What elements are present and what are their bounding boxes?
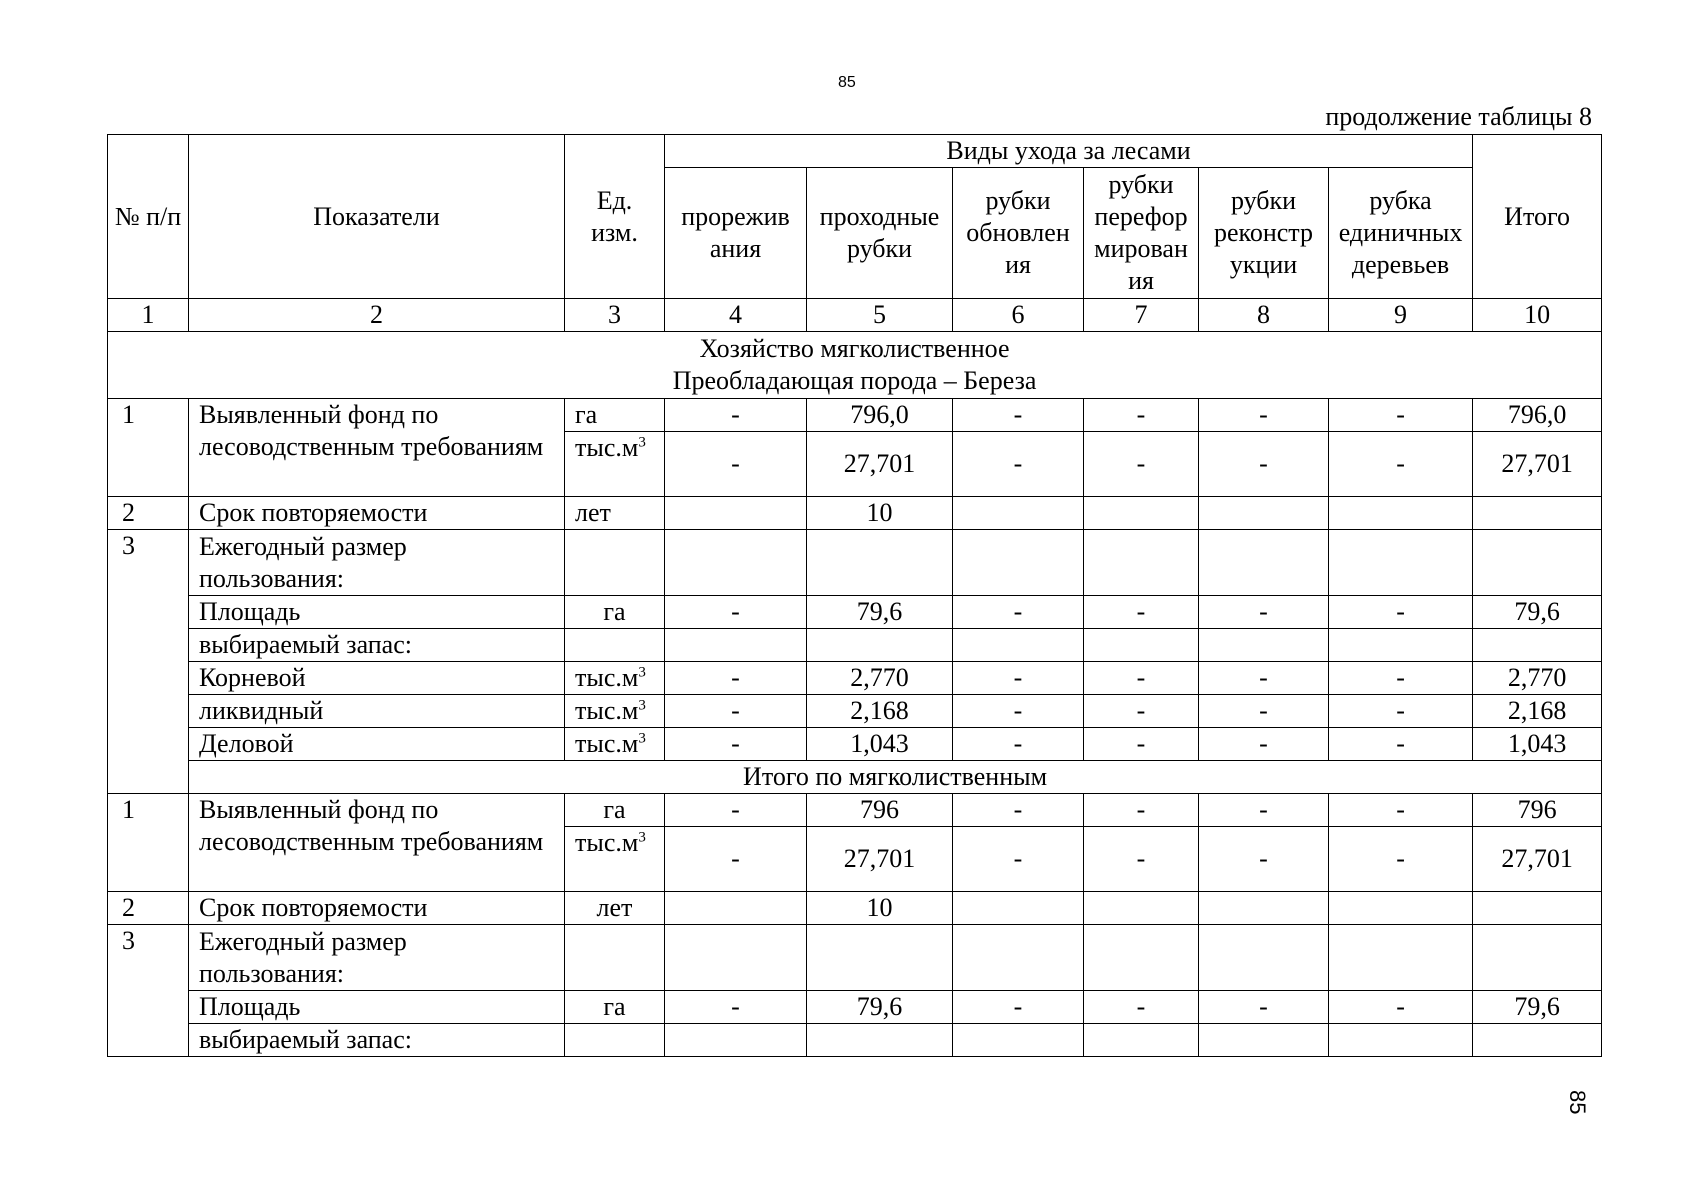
- cell-value: -: [1329, 728, 1473, 761]
- cell-value: -: [1329, 399, 1473, 432]
- cell-value: -: [953, 662, 1084, 695]
- cell-value: [1084, 892, 1199, 925]
- row-unit: лет: [565, 497, 665, 530]
- cell-value: 1,043: [807, 728, 953, 761]
- row-label: Ежегодный размер пользования:: [189, 530, 565, 596]
- cell-value: 79,6: [807, 596, 953, 629]
- cell-value: -: [1329, 432, 1473, 497]
- cell-value: -: [665, 662, 807, 695]
- row-number: 2: [108, 497, 189, 530]
- cell-value: 2,770: [1473, 662, 1602, 695]
- row-label: Площадь: [189, 991, 565, 1024]
- cell-value: -: [1199, 662, 1329, 695]
- cell-value: -: [665, 432, 807, 497]
- row-label: Выявленный фонд по лесоводственным требованиям: [189, 399, 565, 497]
- column-number: 1: [108, 299, 189, 332]
- row-number: 1: [108, 399, 189, 497]
- table-row: [108, 497, 1602, 530]
- cell-value: -: [1199, 794, 1329, 827]
- cell-value: -: [1199, 728, 1329, 761]
- cell-value: [1199, 497, 1329, 530]
- column-number: 9: [1329, 299, 1473, 332]
- section-title: [108, 332, 1602, 399]
- cell-value: 27,701: [807, 432, 953, 497]
- cell-value: [1084, 497, 1199, 530]
- column-number: 7: [1084, 299, 1199, 332]
- page-number-top: 85: [838, 74, 856, 91]
- row-unit: лет: [565, 892, 665, 925]
- cell-value: [1473, 892, 1602, 925]
- cell-value: -: [953, 432, 1084, 497]
- cell-value: [1199, 892, 1329, 925]
- cell-value: -: [953, 728, 1084, 761]
- row-unit: $тыс.м^3$: [565, 695, 665, 728]
- cell-value: -: [1329, 695, 1473, 728]
- cell-value: 27,701: [1473, 827, 1602, 892]
- cell-value: -: [1084, 662, 1199, 695]
- row-label: выбираемый запас:: [189, 1024, 565, 1057]
- row-number: 1: [108, 794, 189, 892]
- column-number: 5: [807, 299, 953, 332]
- column-number: 8: [1199, 299, 1329, 332]
- column-number: 2: [189, 299, 565, 332]
- row-unit: га: [565, 399, 665, 432]
- cell-value: -: [1084, 399, 1199, 432]
- section-title-line: Хозяйство мягколиственное: [699, 334, 1010, 363]
- table-row: [108, 991, 1602, 1024]
- column-number: 3: [565, 299, 665, 332]
- column-number-row: [108, 299, 1602, 332]
- table-row: [108, 892, 1602, 925]
- cell-value: [953, 497, 1084, 530]
- page-number-side: 85: [1565, 1090, 1590, 1115]
- column-number: 4: [665, 299, 807, 332]
- header-type-thinning: прорежив ания: [665, 168, 807, 299]
- cell-value: -: [665, 728, 807, 761]
- table-row: [108, 629, 1602, 662]
- cell-value: 796: [1473, 794, 1602, 827]
- cell-value: [665, 892, 807, 925]
- cell-value: -: [1329, 596, 1473, 629]
- cell-value: -: [1084, 827, 1199, 892]
- cell-value: -: [953, 794, 1084, 827]
- cell-value: [665, 497, 807, 530]
- table-row: [108, 596, 1602, 629]
- cell-value: -: [953, 399, 1084, 432]
- table-row: [108, 399, 1602, 432]
- row-label: Площадь: [189, 596, 565, 629]
- row-number: 3: [108, 530, 189, 794]
- cell-value: [1329, 892, 1473, 925]
- cell-value: -: [665, 794, 807, 827]
- cell-value: -: [953, 827, 1084, 892]
- column-number: 6: [953, 299, 1084, 332]
- cell-value: [953, 892, 1084, 925]
- cell-value: -: [1329, 827, 1473, 892]
- cell-value: -: [1199, 827, 1329, 892]
- table-row: [108, 794, 1602, 827]
- table-row: [108, 530, 1602, 596]
- cell-value: -: [1199, 596, 1329, 629]
- row-unit: га: [565, 794, 665, 827]
- cell-value: 10: [807, 892, 953, 925]
- cell-value: -: [1329, 794, 1473, 827]
- cell-value: 796,0: [1473, 399, 1602, 432]
- row-number: 2: [108, 892, 189, 925]
- header-total: Итого: [1473, 135, 1602, 299]
- row-label: Выявленный фонд по лесоводственным требованиям: [189, 794, 565, 892]
- row-unit: га: [565, 991, 665, 1024]
- cell-value: -: [1084, 695, 1199, 728]
- row-unit: $тыс.м^3$: [565, 728, 665, 761]
- section-title-line: Преобладающая порода – Береза: [672, 366, 1037, 395]
- cell-value: -: [1199, 432, 1329, 497]
- row-unit: $тыс.м^3$: [565, 827, 665, 892]
- cell-value: 27,701: [1473, 432, 1602, 497]
- cell-value: 79,6: [1473, 596, 1602, 629]
- row-label: Корневой: [189, 662, 565, 695]
- row-label: Ежегодный размер пользования:: [189, 925, 565, 991]
- cell-value: 79,6: [1473, 991, 1602, 1024]
- section-title: Итого по мягколиственным: [189, 761, 1602, 794]
- row-unit: га: [565, 596, 665, 629]
- cell-value: -: [1084, 432, 1199, 497]
- row-label: ликвидный: [189, 695, 565, 728]
- cell-value: -: [1084, 728, 1199, 761]
- cell-value: -: [1199, 399, 1329, 432]
- cell-value: -: [1084, 794, 1199, 827]
- header-type-renewal: рубки обновлен ия: [953, 168, 1084, 299]
- cell-value: 79,6: [807, 991, 953, 1024]
- column-number: 10: [1473, 299, 1602, 332]
- row-label: выбираемый запас:: [189, 629, 565, 662]
- header-indicator: Показатели: [189, 135, 565, 299]
- table-row: [108, 662, 1602, 695]
- cell-value: 2,770: [807, 662, 953, 695]
- header-unit: Ед. изм.: [565, 135, 665, 299]
- cell-value: -: [665, 596, 807, 629]
- cell-value: -: [1329, 991, 1473, 1024]
- cell-value: 2,168: [1473, 695, 1602, 728]
- cell-value: -: [1084, 596, 1199, 629]
- table-continuation-label: продолжение таблицы 8: [1325, 102, 1592, 131]
- cell-value: -: [953, 991, 1084, 1024]
- cell-value: 10: [807, 497, 953, 530]
- table-row: [108, 728, 1602, 761]
- cell-value: -: [1199, 991, 1329, 1024]
- cell-value: 27,701: [807, 827, 953, 892]
- cell-value: [1473, 497, 1602, 530]
- cell-value: 796: [807, 794, 953, 827]
- cell-value: -: [665, 991, 807, 1024]
- cell-value: 796,0: [807, 399, 953, 432]
- cell-value: -: [953, 596, 1084, 629]
- header-type-reformation: рубки перефор мирован ия: [1084, 168, 1199, 299]
- table-row: [108, 1024, 1602, 1057]
- row-unit: $тыс.м^3$: [565, 662, 665, 695]
- forest-care-table: [107, 134, 1602, 1057]
- header-care-types: Виды ухода за лесами: [665, 135, 1473, 168]
- header-num: № п/п: [108, 135, 189, 299]
- row-number: 3: [108, 925, 189, 1057]
- cell-value: -: [665, 399, 807, 432]
- cell-value: -: [1199, 695, 1329, 728]
- row-label: Деловой: [189, 728, 565, 761]
- cell-value: -: [665, 695, 807, 728]
- cell-value: 1,043: [1473, 728, 1602, 761]
- header-type-reconstruction: рубки реконстр укции: [1199, 168, 1329, 299]
- cell-value: -: [953, 695, 1084, 728]
- cell-value: [1329, 497, 1473, 530]
- cell-value: -: [1329, 662, 1473, 695]
- row-unit: $тыс.м^3$: [565, 432, 665, 497]
- cell-value: -: [1084, 991, 1199, 1024]
- table-row: [108, 925, 1602, 991]
- header-type-single-trees: рубка единичных деревьев: [1329, 168, 1473, 299]
- row-label: Срок повторяемости: [189, 892, 565, 925]
- cell-value: 2,168: [807, 695, 953, 728]
- table-row: [108, 695, 1602, 728]
- row-label: Срок повторяемости: [189, 497, 565, 530]
- cell-value: -: [665, 827, 807, 892]
- header-type-passage: проходные рубки: [807, 168, 953, 299]
